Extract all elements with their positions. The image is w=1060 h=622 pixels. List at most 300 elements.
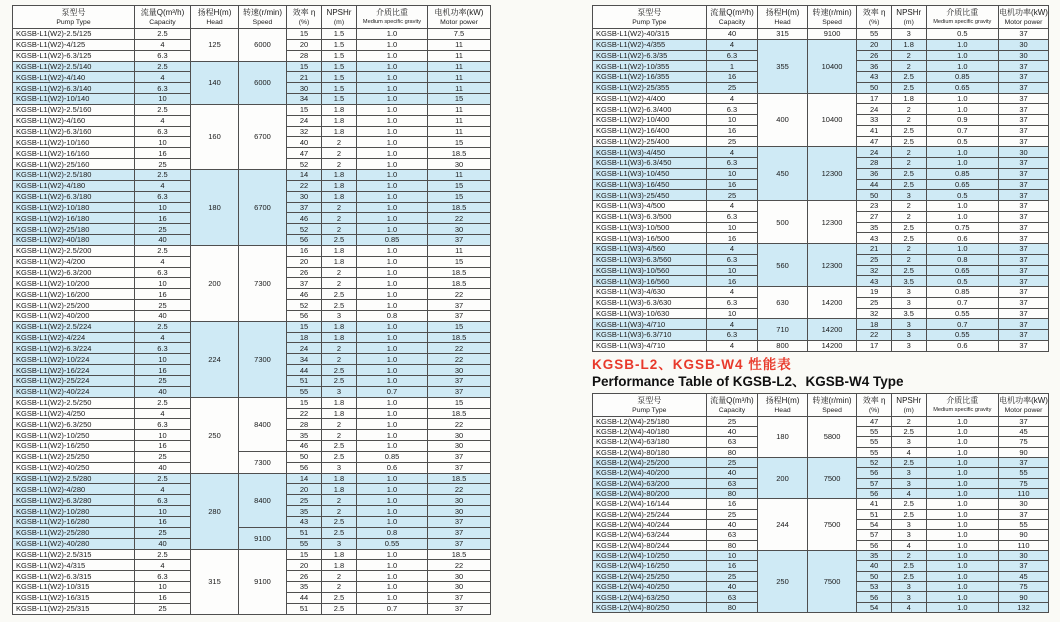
cell-capacity: 6.3: [135, 83, 191, 94]
cell-speed: 8400: [239, 397, 287, 451]
col-header-motor-power: [428, 6, 491, 29]
cell-head: 180: [191, 169, 239, 245]
cell-efficiency: 41: [857, 125, 892, 136]
cell-capacity: 2.5: [135, 29, 191, 40]
cell-capacity: 10: [706, 222, 758, 233]
col-header-cn: 扬程H(m): [765, 8, 800, 17]
cell-npshr: 2.5: [322, 441, 357, 452]
cell-npshr: 2.5: [891, 457, 926, 467]
cell-specific-gravity: 1.0: [357, 300, 428, 311]
cell-npshr: 2.5: [322, 516, 357, 527]
col-header-cn: 转速(r/min): [812, 395, 852, 405]
cell-pump-type: KGSB-L1(W3)-4/560: [593, 244, 707, 255]
col-header-head: [758, 393, 807, 416]
cell-specific-gravity: 1.0: [926, 571, 998, 581]
col-header-en: Capacity: [149, 19, 176, 26]
cell-motor-power: 37: [999, 254, 1049, 265]
cell-specific-gravity: 1.0: [357, 289, 428, 300]
cell-npshr: 2: [891, 50, 926, 61]
cell-motor-power: 22: [428, 484, 491, 495]
cell-specific-gravity: 1.0: [357, 506, 428, 517]
cell-motor-power: 37: [428, 235, 491, 246]
col-header-en: (%): [868, 406, 880, 414]
cell-npshr: 3: [891, 319, 926, 330]
cell-motor-power: 37: [428, 462, 491, 473]
cell-npshr: 1.5: [322, 61, 357, 72]
cell-motor-power: 37: [999, 265, 1049, 276]
cell-pump-type: KGSB-L1(W3)-6.3/560: [593, 254, 707, 265]
cell-head: 630: [758, 287, 807, 319]
cell-motor-power: 37: [428, 603, 491, 614]
cell-pump-type: KGSB-L1(W2)-2.5/140: [13, 61, 135, 72]
cell-capacity: 63: [706, 592, 758, 602]
cell-npshr: 2.5: [891, 571, 926, 581]
cell-specific-gravity: 0.85: [926, 168, 998, 179]
table-row: [593, 201, 1049, 212]
cell-pump-type: KGSB-L1(W3)-6.3/630: [593, 297, 707, 308]
cell-motor-power: 30: [428, 365, 491, 376]
cell-efficiency: 15: [287, 104, 322, 115]
cell-pump-type: KGSB-L1(W2)-6.3/125: [13, 50, 135, 61]
cell-npshr: 3: [891, 468, 926, 478]
cell-pump-type: KGSB-L1(W2)-10/224: [13, 354, 135, 365]
cell-capacity: 16: [135, 516, 191, 527]
cell-npshr: 2: [322, 354, 357, 365]
cell-npshr: 3: [891, 340, 926, 351]
cell-motor-power: 30: [428, 582, 491, 593]
cell-specific-gravity: 1.0: [926, 582, 998, 592]
cell-efficiency: 46: [287, 289, 322, 300]
col-header-npshr: [891, 393, 926, 416]
col-header-efficiency: [857, 6, 892, 29]
cell-npshr: 2.5: [891, 265, 926, 276]
cell-efficiency: 20: [287, 484, 322, 495]
cell-npshr: 1.8: [322, 191, 357, 202]
cell-motor-power: 11: [428, 83, 491, 94]
cell-pump-type: KGSB-L2(W4)-80/250: [593, 602, 707, 612]
cell-npshr: 1.8: [322, 256, 357, 267]
cell-pump-type: KGSB-L1(W2)-6.3/140: [13, 83, 135, 94]
col-header-en: Medium specific gravity: [933, 19, 992, 25]
cell-efficiency: 14: [287, 473, 322, 484]
cell-npshr: 3: [891, 592, 926, 602]
cell-pump-type: KGSB-L1(W2)-6.3/315: [13, 571, 135, 582]
cell-motor-power: 15: [428, 397, 491, 408]
cell-speed: 14200: [807, 287, 857, 319]
cell-efficiency: 24: [857, 104, 892, 115]
cell-motor-power: 37: [999, 276, 1049, 287]
cell-efficiency: 57: [857, 478, 892, 488]
cell-capacity: 10: [706, 550, 758, 560]
cell-capacity: 16: [706, 499, 758, 509]
cell-speed: 10400: [807, 39, 857, 93]
cell-efficiency: 43: [857, 72, 892, 83]
cell-capacity: 6.3: [135, 343, 191, 354]
col-header-cn: 效率 η: [292, 8, 316, 17]
cell-capacity: 4: [706, 319, 758, 330]
cell-motor-power: 15: [428, 191, 491, 202]
table-row: [593, 340, 1049, 351]
performance-table-kgsb-l1-left: [12, 5, 491, 615]
cell-capacity: 10: [706, 168, 758, 179]
cell-pump-type: KGSB-L1(W3)-10/450: [593, 168, 707, 179]
cell-motor-power: 37: [999, 104, 1049, 115]
cell-npshr: 2.5: [322, 451, 357, 462]
cell-motor-power: 75: [999, 582, 1049, 592]
cell-efficiency: 28: [857, 158, 892, 169]
cell-npshr: 1.5: [322, 50, 357, 61]
cell-capacity: 4: [135, 180, 191, 191]
cell-efficiency: 53: [857, 582, 892, 592]
cell-capacity: 16: [135, 441, 191, 452]
cell-motor-power: 30: [428, 506, 491, 517]
cell-npshr: 2.5: [891, 222, 926, 233]
cell-efficiency: 34: [287, 354, 322, 365]
cell-speed: 12300: [807, 201, 857, 244]
cell-motor-power: 55: [999, 519, 1049, 529]
cell-npshr: 1.5: [322, 39, 357, 50]
cell-pump-type: KGSB-L1(W3)-6.3/450: [593, 158, 707, 169]
cell-specific-gravity: 1.0: [357, 256, 428, 267]
header-row: [13, 6, 491, 29]
cell-motor-power: 37: [999, 561, 1049, 571]
cell-npshr: 1.8: [322, 245, 357, 256]
cell-pump-type: KGSB-L1(W2)-40/200: [13, 310, 135, 321]
cell-capacity: 6.3: [135, 571, 191, 582]
cell-efficiency: 16: [287, 245, 322, 256]
cell-pump-type: KGSB-L1(W2)-16/250: [13, 441, 135, 452]
cell-efficiency: 56: [287, 462, 322, 473]
cell-specific-gravity: 1.0: [357, 549, 428, 560]
cell-npshr: 2: [891, 254, 926, 265]
cell-pump-type: KGSB-L1(W2)-4/125: [13, 39, 135, 50]
cell-specific-gravity: 1.0: [926, 540, 998, 550]
cell-specific-gravity: 1.0: [357, 582, 428, 593]
cell-efficiency: 18: [857, 319, 892, 330]
table-row: [13, 451, 491, 462]
cell-efficiency: 51: [287, 376, 322, 387]
cell-specific-gravity: 1.0: [926, 104, 998, 115]
cell-motor-power: 37: [999, 158, 1049, 169]
cell-specific-gravity: 1.0: [357, 61, 428, 72]
col-header-cn: 转速(r/min): [812, 8, 852, 17]
cell-efficiency: 47: [857, 136, 892, 147]
cell-motor-power: 11: [428, 126, 491, 137]
cell-head: 224: [191, 321, 239, 397]
cell-efficiency: 37: [287, 278, 322, 289]
cell-npshr: 4: [891, 447, 926, 457]
cell-pump-type: KGSB-L1(W2)-2.5/224: [13, 321, 135, 332]
col-header-cn: 介质比重: [946, 395, 979, 405]
cell-head: 400: [758, 93, 807, 147]
cell-speed: 7300: [239, 321, 287, 397]
section-title-english: Performance Table of KGSB-L2、KGSB-W4 Type: [592, 373, 904, 389]
cell-efficiency: 50: [857, 571, 892, 581]
cell-motor-power: 37: [999, 29, 1049, 40]
cell-npshr: 3: [891, 190, 926, 201]
cell-capacity: 40: [135, 386, 191, 397]
cell-motor-power: 11: [428, 169, 491, 180]
cell-npshr: 2: [891, 158, 926, 169]
cell-specific-gravity: 0.8: [926, 254, 998, 265]
table-row: [13, 104, 491, 115]
cell-efficiency: 26: [857, 50, 892, 61]
cell-capacity: 4: [135, 560, 191, 571]
header-row: [593, 6, 1049, 29]
col-header-en: (m): [333, 19, 345, 26]
cell-motor-power: 90: [999, 592, 1049, 602]
cell-specific-gravity: 1.0: [926, 426, 998, 436]
cell-capacity: 25: [706, 416, 758, 426]
cell-npshr: 2: [322, 495, 357, 506]
cell-npshr: 2.5: [891, 233, 926, 244]
cell-npshr: 1.8: [322, 397, 357, 408]
cell-pump-type: KGSB-L1(W2)-25/224: [13, 376, 135, 387]
cell-efficiency: 40: [857, 561, 892, 571]
cell-efficiency: 55: [287, 538, 322, 549]
cell-npshr: 4: [891, 488, 926, 498]
table-row: [593, 39, 1049, 50]
col-header-cn: 流量Q(m³/h): [710, 8, 754, 17]
col-header-cn: 效率 η: [862, 395, 886, 405]
cell-specific-gravity: 1.0: [357, 191, 428, 202]
cell-motor-power: 18.5: [428, 549, 491, 560]
cell-npshr: 3.5: [891, 276, 926, 287]
cell-npshr: 3: [891, 478, 926, 488]
cell-motor-power: 15: [428, 321, 491, 332]
cell-npshr: 3: [891, 437, 926, 447]
cell-npshr: 2.5: [322, 235, 357, 246]
cell-specific-gravity: 0.65: [926, 179, 998, 190]
col-header-cn: 泵型号: [637, 8, 662, 17]
cell-motor-power: 22: [428, 213, 491, 224]
cell-pump-type: KGSB-L1(W2)-10/280: [13, 506, 135, 517]
cell-npshr: 2.5: [322, 300, 357, 311]
cell-efficiency: 23: [857, 201, 892, 212]
cell-pump-type: KGSB-L2(W4)-63/200: [593, 478, 707, 488]
cell-npshr: 1.8: [322, 484, 357, 495]
cell-specific-gravity: 1.0: [926, 499, 998, 509]
cell-pump-type: KGSB-L2(W4)-16/250: [593, 561, 707, 571]
col-header-npshr: [891, 6, 926, 29]
cell-npshr: 2: [322, 582, 357, 593]
cell-specific-gravity: 1.0: [926, 437, 998, 447]
cell-motor-power: 22: [428, 354, 491, 365]
cell-capacity: 16: [706, 276, 758, 287]
cell-capacity: 6.3: [706, 211, 758, 222]
cell-pump-type: KGSB-L1(W2)-4/180: [13, 180, 135, 191]
cell-motor-power: 37: [428, 376, 491, 387]
cell-motor-power: 30: [428, 495, 491, 506]
cell-motor-power: 55: [999, 468, 1049, 478]
col-header-cn: 泵型号: [61, 8, 86, 17]
cell-efficiency: 15: [287, 549, 322, 560]
col-header-efficiency: [857, 393, 892, 416]
table-row: [593, 416, 1049, 426]
cell-efficiency: 22: [287, 408, 322, 419]
cell-capacity: 6.3: [706, 104, 758, 115]
cell-specific-gravity: 0.55: [926, 330, 998, 341]
cell-motor-power: 11: [428, 39, 491, 50]
cell-capacity: 16: [706, 561, 758, 571]
cell-capacity: 4: [135, 39, 191, 50]
cell-efficiency: 46: [287, 441, 322, 452]
cell-npshr: 2: [891, 115, 926, 126]
cell-specific-gravity: 1.0: [357, 419, 428, 430]
col-header-en: Head: [774, 406, 791, 414]
cell-specific-gravity: 1.0: [357, 72, 428, 83]
table-row: [13, 29, 491, 40]
cell-motor-power: 37: [999, 82, 1049, 93]
cell-capacity: 10: [706, 115, 758, 126]
cell-npshr: 2: [322, 430, 357, 441]
cell-efficiency: 20: [287, 39, 322, 50]
cell-efficiency: 22: [287, 180, 322, 191]
cell-npshr: 2: [322, 224, 357, 235]
cell-pump-type: KGSB-L1(W2)-2.5/125: [13, 29, 135, 40]
col-header-capacity: [706, 6, 758, 29]
cell-motor-power: 37: [428, 451, 491, 462]
cell-pump-type: KGSB-L1(W2)-10/355: [593, 61, 707, 72]
col-header-specific-gravity: [926, 6, 998, 29]
cell-specific-gravity: 0.7: [926, 125, 998, 136]
cell-npshr: 3: [891, 582, 926, 592]
cell-motor-power: 11: [428, 104, 491, 115]
cell-pump-type: KGSB-L1(W2)-6.3/200: [13, 267, 135, 278]
cell-specific-gravity: 1.0: [357, 29, 428, 40]
cell-efficiency: 35: [857, 222, 892, 233]
cell-pump-type: KGSB-L1(W3)-4/710: [593, 319, 707, 330]
col-header-cn: NPSHr: [896, 8, 922, 17]
cell-efficiency: 47: [857, 416, 892, 426]
cell-specific-gravity: 1.0: [357, 224, 428, 235]
col-header-speed: [807, 393, 857, 416]
cell-capacity: 80: [706, 602, 758, 612]
cell-specific-gravity: 1.0: [926, 478, 998, 488]
cell-pump-type: KGSB-L1(W3)-16/450: [593, 179, 707, 190]
cell-npshr: 2: [322, 571, 357, 582]
cell-capacity: 40: [706, 468, 758, 478]
cell-specific-gravity: 1.0: [926, 488, 998, 498]
col-header-cn: 效率 η: [862, 8, 886, 17]
col-header-en: Pump Type: [56, 19, 91, 26]
cell-efficiency: 56: [287, 235, 322, 246]
cell-motor-power: 37: [428, 516, 491, 527]
cell-npshr: 3.5: [891, 308, 926, 319]
table-row: [13, 549, 491, 560]
cell-motor-power: 30: [999, 147, 1049, 158]
cell-efficiency: 56: [857, 468, 892, 478]
cell-efficiency: 18: [287, 332, 322, 343]
cell-capacity: 10: [135, 278, 191, 289]
cell-npshr: 2: [891, 104, 926, 115]
cell-capacity: 25: [135, 527, 191, 538]
cell-capacity: 25: [706, 82, 758, 93]
col-header-capacity: [706, 393, 758, 416]
cell-efficiency: 35: [287, 506, 322, 517]
col-header-en: Speed: [252, 19, 273, 26]
cell-pump-type: KGSB-L1(W2)-10/160: [13, 137, 135, 148]
cell-efficiency: 41: [857, 499, 892, 509]
cell-specific-gravity: 1.0: [926, 561, 998, 571]
table-kgsb-l1-right: [592, 5, 1049, 352]
cell-specific-gravity: 1.0: [357, 343, 428, 354]
cell-efficiency: 51: [287, 527, 322, 538]
cell-capacity: 40: [706, 582, 758, 592]
cell-efficiency: 15: [287, 321, 322, 332]
cell-npshr: 1.8: [322, 104, 357, 115]
cell-speed: 7500: [807, 457, 857, 498]
cell-efficiency: 15: [287, 397, 322, 408]
cell-head: 250: [758, 550, 807, 612]
cell-head: 160: [191, 104, 239, 169]
cell-efficiency: 35: [857, 550, 892, 560]
cell-pump-type: KGSB-L1(W2)-16/160: [13, 148, 135, 159]
cell-capacity: 16: [135, 289, 191, 300]
cell-motor-power: 18.5: [428, 332, 491, 343]
cell-capacity: 2.5: [135, 104, 191, 115]
col-header-en: Motor power: [440, 19, 478, 26]
cell-npshr: 1.5: [322, 83, 357, 94]
cell-speed: 7300: [239, 451, 287, 473]
cell-specific-gravity: 1.0: [357, 94, 428, 105]
col-header-cn: 介质比重: [376, 8, 408, 17]
cell-npshr: 2: [891, 416, 926, 426]
cell-capacity: 6.3: [706, 330, 758, 341]
cell-capacity: 4: [135, 332, 191, 343]
cell-pump-type: KGSB-L1(W2)-25/355: [593, 82, 707, 93]
cell-pump-type: KGSB-L1(W3)-16/560: [593, 276, 707, 287]
cell-npshr: 1.8: [322, 115, 357, 126]
cell-capacity: 6.3: [135, 50, 191, 61]
cell-head: 355: [758, 39, 807, 93]
cell-specific-gravity: 0.75: [926, 222, 998, 233]
cell-specific-gravity: 1.0: [357, 571, 428, 582]
cell-npshr: 2: [322, 267, 357, 278]
cell-specific-gravity: 0.6: [926, 340, 998, 351]
cell-motor-power: 75: [999, 478, 1049, 488]
cell-efficiency: 24: [857, 147, 892, 158]
cell-efficiency: 30: [287, 83, 322, 94]
cell-capacity: 4: [135, 408, 191, 419]
cell-specific-gravity: 1.0: [357, 202, 428, 213]
cell-npshr: 3: [322, 386, 357, 397]
col-header-en: Motor power: [1004, 406, 1043, 414]
cell-npshr: 2.5: [891, 168, 926, 179]
table-row: [593, 29, 1049, 40]
cell-motor-power: 37: [428, 386, 491, 397]
cell-npshr: 3: [891, 287, 926, 298]
cell-specific-gravity: 1.0: [357, 148, 428, 159]
cell-npshr: 1.8: [322, 408, 357, 419]
cell-pump-type: KGSB-L2(W4)-40/200: [593, 468, 707, 478]
cell-motor-power: 22: [428, 560, 491, 571]
cell-efficiency: 50: [857, 190, 892, 201]
col-header-cn: 电机功率(kW): [999, 395, 1048, 405]
cell-capacity: 63: [706, 437, 758, 447]
right-column: [592, 5, 1049, 613]
cell-npshr: 2: [322, 137, 357, 148]
cell-pump-type: KGSB-L1(W2)-2.5/280: [13, 473, 135, 484]
cell-capacity: 4: [706, 147, 758, 158]
col-header-en: Speed: [822, 19, 842, 26]
cell-npshr: 2: [322, 213, 357, 224]
cell-pump-type: KGSB-L1(W2)-40/280: [13, 538, 135, 549]
cell-pump-type: KGSB-L1(W2)-2.5/250: [13, 397, 135, 408]
cell-motor-power: 45: [999, 571, 1049, 581]
cell-capacity: 10: [135, 354, 191, 365]
cell-pump-type: KGSB-L1(W2)-6.3/160: [13, 126, 135, 137]
